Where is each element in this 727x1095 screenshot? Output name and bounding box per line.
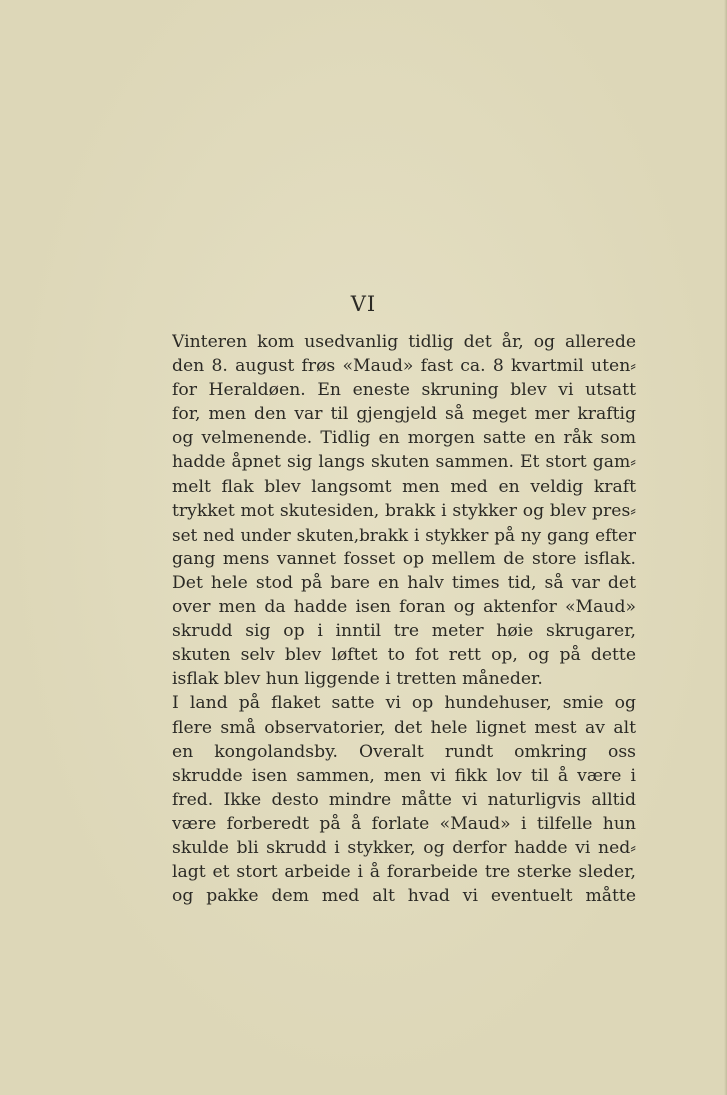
text-line: en kongolandsby. Overalt rundt omkring oss — [172, 741, 636, 762]
text-line: flere små observatorier, det hele lignet mest av alt — [172, 717, 636, 738]
text-line: I land på flaket satte vi op hundehuser, smie og — [172, 693, 636, 714]
text-line: og velmenende. Tidlig en morgen satte en råk som — [172, 428, 636, 449]
body-text — [172, 330, 636, 908]
text-line: fred. Ikke desto mindre måtte vi naturligvis alltid — [172, 789, 636, 810]
text-line: skrudde isen sammen, men vi fikk lov til å være i — [172, 765, 636, 786]
text-line: lagt et stort arbeide i å forarbeide tre sterke sleder, — [172, 862, 636, 883]
text-line: være forberedt på å forlate «Maud» i tilfelle hun — [172, 813, 636, 834]
text-line: isflak blev hun liggende i tretten måneder. — [172, 669, 543, 690]
text-line: set ned under skuten,brakk i stykker på ny gang efter — [172, 524, 636, 545]
text-line: for, men den var til gjengjeld så meget mer kraftig — [172, 404, 636, 425]
text-line: skuten selv blev løftet to fot rett op, og på dette — [172, 645, 636, 666]
text-line: den 8. august frøs «Maud» fast ca. 8 kvartmil uten⸗ — [172, 356, 636, 377]
text-line: for Heraldøen. En eneste skruning blev vi utsatt — [172, 380, 636, 401]
text-line: trykket mot skutesiden, brakk i stykker og blev pres⸗ — [172, 500, 636, 521]
text-line: hadde åpnet sig langs skuten sammen. Et stort gam⸗ — [172, 452, 636, 473]
text-line: og pakke dem med alt hvad vi eventuelt måtte — [172, 886, 636, 907]
text-line: Det hele stod på bare en halv times tid, så var det — [172, 572, 636, 593]
text-line: skrudd sig op i inntil tre meter høie skrugarer, — [172, 621, 636, 642]
text-line: over men da hadde isen foran og aktenfor «Maud» — [172, 597, 636, 618]
text-line: melt flak blev langsomt men med en veldig kraft — [172, 476, 636, 497]
text-line: skulde bli skrudd i stykker, og derfor hadde vi ned⸗ — [172, 837, 636, 858]
text-line: gang mens vannet fosset op mellem de store isflak. — [172, 548, 636, 569]
text-line: Vinteren kom usedvanlig tidlig det år, og allerede — [172, 332, 636, 352]
chapter-heading: VI — [350, 292, 377, 316]
